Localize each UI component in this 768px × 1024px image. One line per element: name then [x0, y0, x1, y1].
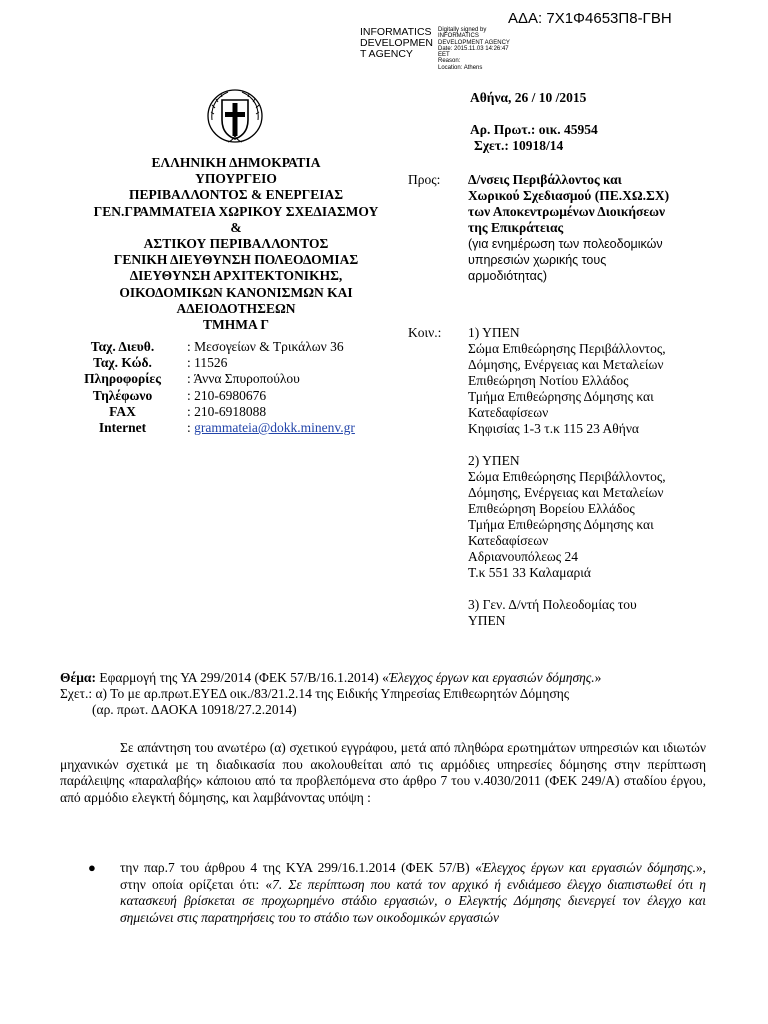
bullet-dot-icon: ●: [88, 860, 96, 875]
signature-org-line: DEVELOPMEN: [360, 37, 433, 49]
signature-detail-line: Digitally signed by: [438, 27, 487, 33]
contact-row-postcode: [60, 355, 355, 371]
cc-line: 2) ΥΠΕΝ: [468, 453, 520, 468]
header-line: ΕΛΛΗΝΙΚΗ ΔΗΜΟΚΡΑΤΙΑ: [151, 155, 321, 170]
contact-details: [60, 339, 355, 436]
greek-emblem-icon: [206, 86, 264, 144]
subject-label: Θέμα:: [60, 670, 96, 685]
cc-line: Τ.κ 551 33 Καλαμαριά: [468, 565, 591, 580]
bullet-italic-title: Έλεγχος έργων και εργασιών δόμησης.: [481, 860, 696, 875]
signature-detail-line: EET: [438, 52, 450, 59]
signature-detail-line: INFORMATICS: [438, 33, 479, 40]
cc-line: Σώμα Επιθεώρησης Περιβάλλοντος,: [468, 341, 666, 356]
cc-line: Επιθεώρηση Νοτίου Ελλάδος: [468, 373, 629, 388]
contact-row-information: [60, 371, 355, 387]
recipient-line: της Επικράτειας: [468, 220, 564, 235]
header-line: ΥΠΟΥΡΓΕΙΟ: [195, 171, 277, 187]
contact-label: Internet: [98, 420, 147, 436]
cc-line: Επιθεώρηση Βορείου Ελλάδος: [468, 501, 635, 516]
recipient-note-line: υπηρεσιών χωρικής τους: [468, 253, 607, 267]
cc-line: 1) ΥΠΕΝ: [468, 325, 520, 340]
recipients-block: [468, 172, 728, 284]
cc-spacer: [468, 437, 738, 453]
contact-label: Ταχ. Κώδ.: [93, 355, 152, 371]
cc-line: Κατεδαφίσεων: [468, 533, 549, 548]
cc-line: Κατεδαφίσεων: [468, 405, 549, 420]
contact-row-internet: [60, 420, 355, 436]
ada-code: ΑΔΑ: 7Χ1Φ4653Π8-ΓΒΗ: [508, 10, 672, 27]
header-line: ΤΜΗΜΑ Γ: [203, 317, 269, 333]
subject-text: Εφαρμογή της ΥΑ 299/2014 (ΦΕΚ 57/Β/16.1.2014) «: [95, 670, 389, 685]
cc-line: Αδριανουπόλεως 24: [468, 549, 578, 564]
contact-value: : 11526: [187, 355, 228, 371]
cc-block: [468, 325, 738, 629]
contact-row-fax: [60, 404, 355, 420]
recipient-line: Χωρικού Σχεδιασμού (ΠΕ.ΧΩ.ΣΧ): [468, 188, 670, 203]
signature-detail-line: Reason:: [438, 58, 461, 65]
subject-italic: Έλεγχος έργων και εργασιών δόμησης.: [388, 670, 595, 685]
contact-row-address: [60, 339, 355, 355]
signature-detail-line: Location: Athens: [438, 64, 483, 71]
subject-relation-line: Σχετ.: α) Το με αρ.πρωτ.ΕΥΕΔ οικ./83/21.2.14 της Ειδικής Υπηρεσίας Επιθεωρητών Δόμησης: [60, 686, 570, 701]
header-line: ΠΕΡΙΒΑΛΛΟΝΤΟΣ & ΕΝΕΡΓΕΙΑΣ: [128, 187, 344, 203]
contact-value: : Άννα Σπυροπούλου: [187, 371, 300, 387]
bullet-text: [120, 860, 706, 926]
cc-line: Κηφισίας 1-3 τ.κ 115 23 Αθήνα: [468, 421, 639, 436]
recipients-label: Προς:: [408, 172, 441, 187]
recipient-note-line: αρμοδιότητας): [468, 269, 548, 283]
cc-line: Τμήμα Επιθεώρησης Δόμησης και: [468, 517, 654, 532]
cc-label: Κοιν.:: [408, 325, 442, 340]
signature-details: [438, 27, 548, 71]
signature-org-line: INFORMATICS: [360, 26, 432, 38]
contact-label: Τηλέφωνο: [92, 387, 153, 403]
contact-value: [185, 420, 355, 436]
cc-line: ΥΠΕΝ: [468, 613, 506, 628]
header-line: ΑΣΤΙΚΟΥ ΠΕΡΙΒΑΛΛΟΝΤΟΣ: [143, 236, 329, 252]
recipient-line: των Αποκεντρωμένων Διοικήσεων: [468, 204, 665, 219]
cc-spacer: [468, 581, 738, 597]
recipient-line: Δ/νσεις Περιβάλλοντος και: [468, 172, 622, 187]
contact-label: Ταχ. Διευθ.: [90, 339, 155, 354]
bullet-italic-quote: 7. Σε περίπτωση που κατά τον αρχικό ή ενδιάμεσο έλεγχο διαπιστωθεί ότι η κατασκευή βρίσκεται σε προχωρημένο στάδιο εργασιών, ο Ελεγκτής Δόμησης διενεργεί τον έλεγχο και σημειώνει στις παρατηρήσεις του το στάδιο των οικοδομικών εργασιών: [120, 876, 706, 925]
header-line: ΓΕΝΙΚΗ ΔΙΕΥΘΥΝΣΗ ΠΟΛΕΟΔΟΜΙΑΣ: [113, 252, 359, 268]
contact-row-phone: [60, 388, 355, 404]
contact-value: : Μεσογείων & Τρικάλων 36: [187, 339, 344, 354]
protocol-number: Αρ. Πρωτ.: οικ. 45954: [470, 122, 598, 137]
bullet-mid: », στην οποία ορίζεται ότι: «: [120, 860, 706, 892]
issuing-authority-header: [60, 155, 412, 333]
body-paragraph: Σε απάντηση του ανωτέρω (α) σχετικού εγγράφου, μετά από πληθώρα ερωτημάτων υπηρεσιών και ιδιωτών μηχανικών σχετικά με τη διαδικασία που ακολουθείται από τις αρμόδιες υπηρεσίες δόμησης στην περίπτωση παράλειψης «παραλαβής» κάποιου από τα προβλεπόμενα στο άρθρο 7 του ν.4030/2011 (ΦΕΚ 249/Α) σταδίου έργου, από αρμόδιο ελεγκτή δόμησης, και λαμβάνοντας υπόψη :: [60, 740, 706, 805]
subject-relation-line-2: (αρ. πρωτ. ΔΑΟΚΑ 10918/27.2.2014): [92, 702, 297, 717]
bullet-prefix: την παρ.7 του άρθρου 4 της ΚΥΑ 299/16.1.2014 (ΦΕΚ 57/Β) «: [120, 860, 482, 875]
subject-close: »: [594, 670, 602, 685]
header-line: &: [230, 219, 242, 235]
email-link[interactable]: grammateia@dokk.minenv.gr: [194, 420, 355, 436]
cc-line: Δόμησης, Ενέργειας και Μεταλείων: [468, 357, 664, 372]
recipient-note-line: (για ενημέρωση των πολεοδομικών: [468, 237, 663, 251]
contact-label: Πληροφορίες: [84, 371, 161, 387]
header-line: ΑΔΕΙΟΔΟΤΗΣΕΩΝ: [176, 300, 296, 316]
subject-block: [60, 670, 720, 718]
signature-organization: [360, 27, 438, 60]
signature-detail-line: DEVELOPMENT AGENCY: [438, 39, 510, 46]
signature-org-line: T AGENCY: [360, 48, 413, 60]
signature-detail-line: Date: 2015.11.03 14:26:47: [438, 45, 509, 52]
cc-line: Σώμα Επιθεώρησης Περιβάλλοντος,: [468, 469, 666, 484]
header-line: ΔΙΕΥΘΥΝΣΗ ΑΡΧΙΤΕΚΤΟΝΙΚΗΣ,: [129, 268, 343, 284]
date-protocol-block: [470, 90, 598, 154]
cc-line: Τμήμα Επιθεώρησης Δόμησης και: [468, 389, 654, 404]
contact-value-prefix: :: [187, 420, 195, 436]
relation-number: Σχετ.: 10918/14: [474, 138, 564, 153]
contact-value: : 210-6980676: [187, 387, 267, 403]
contact-label: FAX: [109, 403, 136, 419]
contact-value: : 210-6918088: [187, 403, 267, 419]
cc-line: 3) Γεν. Δ/ντή Πολεοδομίας του: [468, 597, 637, 612]
cc-line: Δόμησης, Ενέργειας και Μεταλείων: [468, 485, 664, 500]
subject-line: [60, 670, 720, 686]
header-line: ΟΙΚΟΔΟΜΙΚΩΝ ΚΑΝΟΝΙΣΜΩΝ ΚΑΙ: [119, 284, 353, 300]
header-line: ΓΕΝ.ΓΡΑΜΜΑΤΕΙΑ ΧΩΡΙΚΟΥ ΣΧΕΔΙΑΣΜΟΥ: [93, 203, 379, 219]
document-date: Αθήνα, 26 / 10 /2015: [470, 90, 587, 105]
